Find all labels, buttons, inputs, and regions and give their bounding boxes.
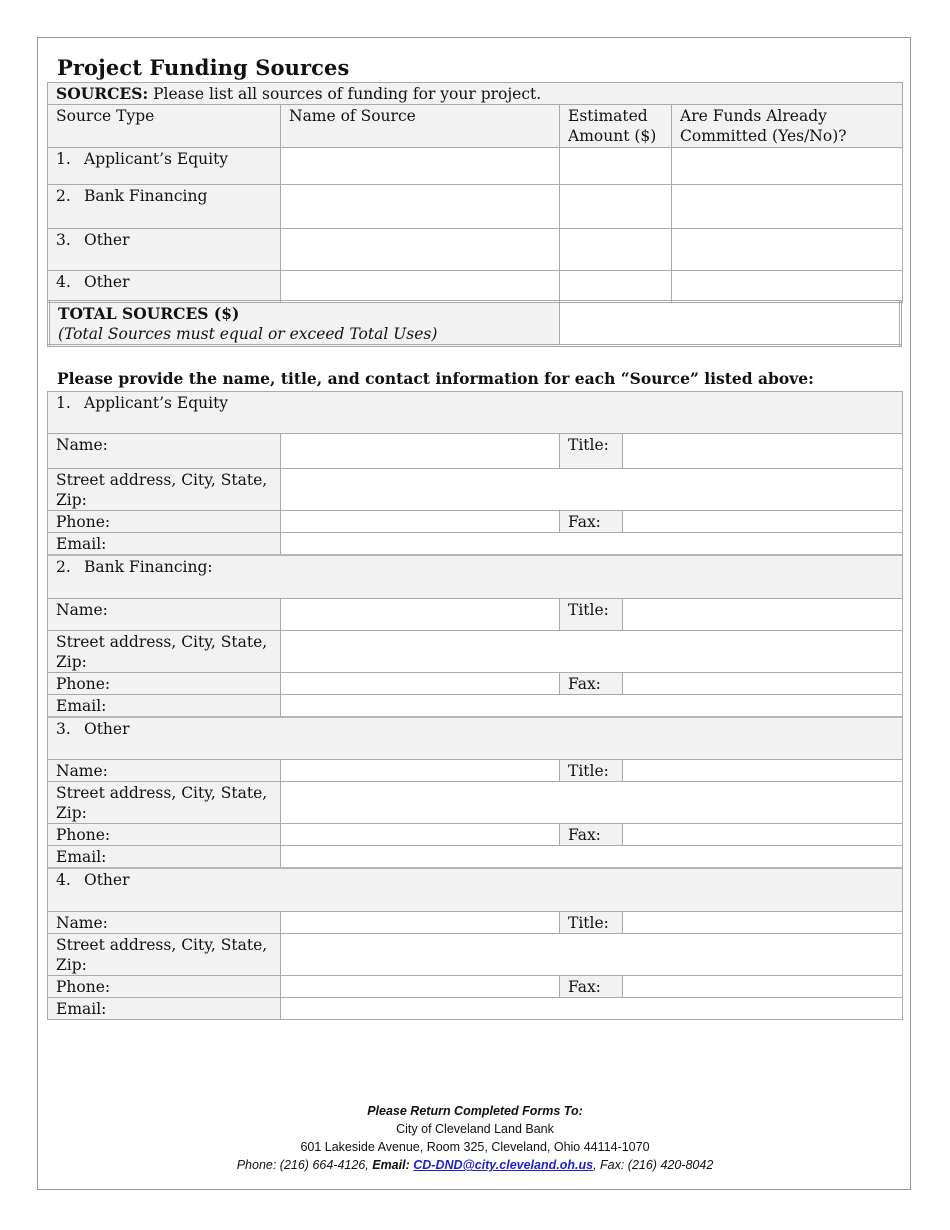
footer bbox=[0, 1102, 950, 1174]
source-type-cell bbox=[48, 229, 281, 271]
title-input[interactable] bbox=[623, 760, 903, 782]
title-input[interactable] bbox=[623, 911, 903, 933]
header-estimated-amount: Estimated Amount ($) bbox=[560, 105, 672, 148]
phone-label: Phone: bbox=[48, 511, 281, 533]
fax-label: Fax: bbox=[560, 511, 623, 533]
footer-org: City of Cleveland Land Bank bbox=[396, 1122, 554, 1136]
section-label: Other bbox=[84, 871, 130, 889]
address-input[interactable] bbox=[281, 630, 903, 672]
header-source-type: Source Type bbox=[48, 105, 281, 148]
address-input[interactable] bbox=[281, 933, 903, 975]
table-row bbox=[48, 229, 903, 271]
row-number: 3. bbox=[56, 231, 71, 249]
source-name-input[interactable] bbox=[281, 271, 560, 303]
row-number: 4. bbox=[56, 273, 71, 291]
row-number: 1. bbox=[56, 150, 71, 168]
page-title: Project Funding Sources bbox=[57, 55, 350, 80]
source-amount-input[interactable] bbox=[560, 185, 672, 229]
name-label: Name: bbox=[48, 434, 281, 469]
footer-address: 601 Lakeside Avenue, Room 325, Cleveland, Ohio 44114-1070 bbox=[300, 1140, 650, 1154]
footer-fax: , Fax: (216) 420-8042 bbox=[593, 1158, 714, 1172]
fax-input[interactable] bbox=[623, 511, 903, 533]
phone-input[interactable] bbox=[281, 824, 560, 846]
sources-intro-label: SOURCES: bbox=[56, 84, 149, 103]
fax-label: Fax: bbox=[560, 672, 623, 694]
email-input[interactable] bbox=[281, 694, 903, 717]
total-sources-input[interactable] bbox=[559, 302, 900, 346]
table-row bbox=[48, 148, 903, 185]
address-input[interactable] bbox=[281, 782, 903, 824]
fax-input[interactable] bbox=[623, 975, 903, 997]
address-label: Street address, City, State, Zip: bbox=[48, 469, 281, 511]
name-input[interactable] bbox=[281, 598, 560, 630]
source-type-cell bbox=[48, 271, 281, 303]
name-label: Name: bbox=[48, 760, 281, 782]
row-label: Other bbox=[84, 231, 130, 249]
phone-input[interactable] bbox=[281, 975, 560, 997]
section-label: Bank Financing: bbox=[84, 558, 213, 576]
source-amount-input[interactable] bbox=[560, 148, 672, 185]
source-type-cell bbox=[48, 185, 281, 229]
sources-table bbox=[47, 82, 903, 303]
table-row bbox=[48, 271, 903, 303]
section-number: 2. bbox=[56, 558, 71, 576]
sources-intro bbox=[48, 83, 903, 105]
email-label: Email: bbox=[48, 997, 281, 1019]
source-committed-input[interactable] bbox=[672, 229, 903, 271]
address-label: Street address, City, State, Zip: bbox=[48, 630, 281, 672]
footer-heading: Please Return Completed Forms To: bbox=[367, 1104, 583, 1118]
footer-email-label: Email: bbox=[372, 1158, 414, 1172]
name-label: Name: bbox=[48, 598, 281, 630]
section-label: Applicant’s Equity bbox=[84, 394, 229, 412]
email-label: Email: bbox=[48, 533, 281, 556]
contacts-table bbox=[47, 391, 903, 1020]
source-amount-input[interactable] bbox=[560, 229, 672, 271]
source-committed-input[interactable] bbox=[672, 148, 903, 185]
title-input[interactable] bbox=[623, 434, 903, 469]
email-label: Email: bbox=[48, 694, 281, 717]
footer-phone: Phone: (216) 664-4126, bbox=[236, 1158, 373, 1172]
email-label: Email: bbox=[48, 846, 281, 869]
footer-email-link[interactable]: CD-DND@city.cleveland.oh.us bbox=[413, 1158, 594, 1172]
fax-label: Fax: bbox=[560, 824, 623, 846]
email-input[interactable] bbox=[281, 997, 903, 1019]
section-label: Other bbox=[84, 719, 130, 738]
email-input[interactable] bbox=[281, 533, 903, 556]
row-label: Applicant’s Equity bbox=[84, 150, 229, 168]
name-label: Name: bbox=[48, 911, 281, 933]
phone-label: Phone: bbox=[48, 672, 281, 694]
fax-input[interactable] bbox=[623, 824, 903, 846]
name-input[interactable] bbox=[281, 434, 560, 469]
name-input[interactable] bbox=[281, 911, 560, 933]
phone-label: Phone: bbox=[48, 975, 281, 997]
source-name-input[interactable] bbox=[281, 229, 560, 271]
source-type-cell bbox=[48, 148, 281, 185]
source-committed-input[interactable] bbox=[672, 271, 903, 303]
address-label: Street address, City, State, Zip: bbox=[48, 933, 281, 975]
row-number: 2. bbox=[56, 187, 71, 205]
footer-contact-line bbox=[0, 1156, 950, 1174]
phone-input[interactable] bbox=[281, 672, 560, 694]
sources-intro-text: Please list all sources of funding for your project. bbox=[148, 85, 542, 103]
name-input[interactable] bbox=[281, 760, 560, 782]
address-label: Street address, City, State, Zip: bbox=[48, 782, 281, 824]
total-sources-table bbox=[47, 300, 902, 347]
section-number: 1. bbox=[56, 394, 71, 412]
address-input[interactable] bbox=[281, 469, 903, 511]
title-label: Title: bbox=[560, 760, 623, 782]
phone-input[interactable] bbox=[281, 511, 560, 533]
total-sources-note: (Total Sources must equal or exceed Total Uses) bbox=[58, 325, 438, 343]
source-committed-input[interactable] bbox=[672, 185, 903, 229]
header-funds-committed: Are Funds Already Committed (Yes/No)? bbox=[672, 105, 903, 148]
fax-label: Fax: bbox=[560, 975, 623, 997]
table-row bbox=[48, 185, 903, 229]
source-amount-input[interactable] bbox=[560, 271, 672, 303]
section-number: 3. bbox=[56, 719, 71, 738]
phone-label: Phone: bbox=[48, 824, 281, 846]
contact-section-header bbox=[48, 555, 903, 598]
title-label: Title: bbox=[560, 911, 623, 933]
total-sources-label-cell bbox=[49, 302, 560, 346]
contact-section-header bbox=[48, 392, 903, 434]
contact-section-header bbox=[48, 717, 903, 760]
title-label: Title: bbox=[560, 598, 623, 630]
section-number: 4. bbox=[56, 871, 71, 889]
fax-input[interactable] bbox=[623, 672, 903, 694]
total-sources-label: TOTAL SOURCES ($) bbox=[58, 304, 240, 323]
row-label: Other bbox=[84, 273, 130, 291]
title-label: Title: bbox=[560, 434, 623, 469]
row-label: Bank Financing bbox=[84, 187, 208, 205]
email-input[interactable] bbox=[281, 846, 903, 869]
contact-section-header bbox=[48, 868, 903, 911]
title-input[interactable] bbox=[623, 598, 903, 630]
contacts-heading: Please provide the name, title, and contact information for each “Source” listed above: bbox=[57, 369, 814, 388]
source-name-input[interactable] bbox=[281, 148, 560, 185]
header-name-of-source: Name of Source bbox=[281, 105, 560, 148]
source-name-input[interactable] bbox=[281, 185, 560, 229]
